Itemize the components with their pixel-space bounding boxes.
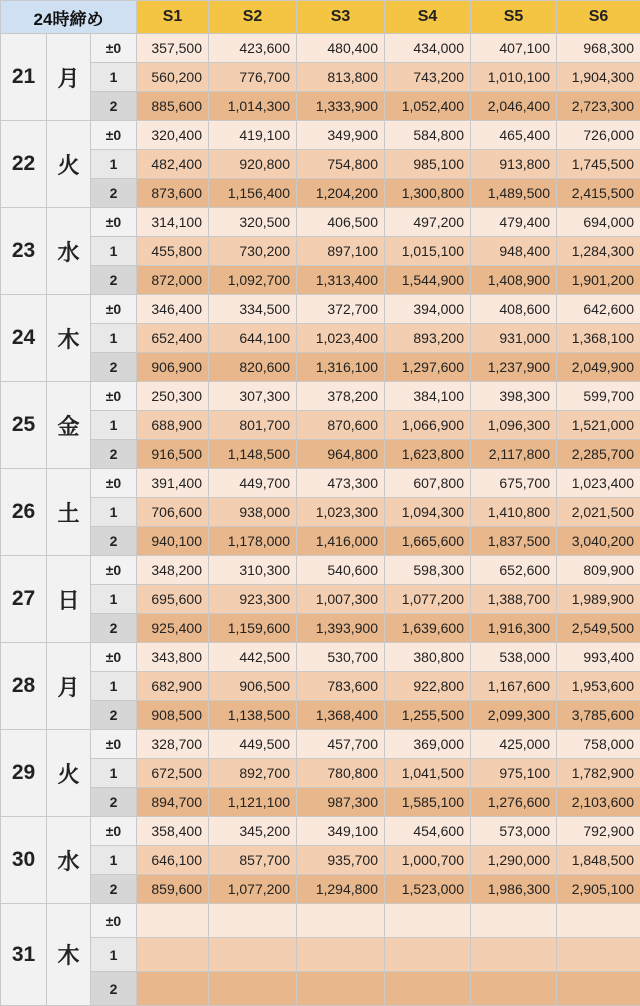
value-cell: 1,148,500 <box>209 440 297 469</box>
offset-label: ±0 <box>91 208 137 237</box>
value-cell: 1,294,800 <box>297 875 385 904</box>
table-row <box>1 295 640 324</box>
offset-label: 1 <box>91 237 137 266</box>
value-cell: 925,400 <box>137 614 209 643</box>
value-cell: 449,500 <box>209 730 297 759</box>
value-cell: 935,700 <box>297 846 385 875</box>
value-cell <box>137 938 209 972</box>
offset-label: ±0 <box>91 469 137 498</box>
value-cell: 652,400 <box>137 324 209 353</box>
offset-label: ±0 <box>91 121 137 150</box>
value-cell: 948,400 <box>471 237 557 266</box>
value-cell: 873,600 <box>137 179 209 208</box>
value-cell <box>385 972 471 1006</box>
value-cell: 3,785,600 <box>557 701 640 730</box>
table-row <box>1 237 640 266</box>
value-cell: 931,000 <box>471 324 557 353</box>
value-cell: 1,388,700 <box>471 585 557 614</box>
header-row <box>1 1 640 34</box>
value-cell: 987,300 <box>297 788 385 817</box>
table-row <box>1 817 640 846</box>
day-of-week: 水 <box>47 208 91 295</box>
value-cell: 1,368,100 <box>557 324 640 353</box>
offset-label: 1 <box>91 759 137 788</box>
value-cell: 1,077,200 <box>209 875 297 904</box>
value-cell: 1,284,300 <box>557 237 640 266</box>
value-cell: 1,156,400 <box>209 179 297 208</box>
value-cell: 1,052,400 <box>385 92 471 121</box>
value-cell: 922,800 <box>385 672 471 701</box>
value-cell: 2,046,400 <box>471 92 557 121</box>
table-row <box>1 411 640 440</box>
value-cell: 859,600 <box>137 875 209 904</box>
value-cell: 1,023,300 <box>297 498 385 527</box>
value-cell: 892,700 <box>209 759 297 788</box>
value-cell: 598,300 <box>385 556 471 585</box>
value-cell: 1,077,200 <box>385 585 471 614</box>
offset-label: 1 <box>91 150 137 179</box>
value-cell: 975,100 <box>471 759 557 788</box>
value-cell: 540,600 <box>297 556 385 585</box>
value-cell: 1,837,500 <box>471 527 557 556</box>
table-row <box>1 121 640 150</box>
value-cell: 1,066,900 <box>385 411 471 440</box>
value-cell: 434,000 <box>385 34 471 63</box>
value-cell <box>471 972 557 1006</box>
value-cell: 985,100 <box>385 150 471 179</box>
table-row <box>1 469 640 498</box>
offset-label: 2 <box>91 972 137 1006</box>
table-row <box>1 701 640 730</box>
value-cell: 1,276,600 <box>471 788 557 817</box>
offset-label: 1 <box>91 411 137 440</box>
value-cell: 897,100 <box>297 237 385 266</box>
value-cell: 423,600 <box>209 34 297 63</box>
value-cell <box>137 972 209 1006</box>
value-cell: 908,500 <box>137 701 209 730</box>
value-cell: 357,500 <box>137 34 209 63</box>
value-cell: 1,901,200 <box>557 266 640 295</box>
value-cell: 307,300 <box>209 382 297 411</box>
value-cell: 682,900 <box>137 672 209 701</box>
value-cell: 820,600 <box>209 353 297 382</box>
value-cell: 776,700 <box>209 63 297 92</box>
value-cell: 968,300 <box>557 34 640 63</box>
table-row <box>1 34 640 63</box>
day-date: 30 <box>1 817 47 904</box>
value-cell: 406,500 <box>297 208 385 237</box>
day-date: 29 <box>1 730 47 817</box>
value-cell: 1,023,400 <box>557 469 640 498</box>
value-cell: 348,200 <box>137 556 209 585</box>
value-cell <box>557 972 640 1006</box>
value-cell: 1,989,900 <box>557 585 640 614</box>
value-cell: 482,400 <box>137 150 209 179</box>
column-header: S5 <box>471 1 557 34</box>
table-row <box>1 759 640 788</box>
value-cell: 754,800 <box>297 150 385 179</box>
offset-label: 1 <box>91 585 137 614</box>
value-cell: 480,400 <box>297 34 385 63</box>
value-cell: 993,400 <box>557 643 640 672</box>
value-cell: 1,489,500 <box>471 179 557 208</box>
table-row <box>1 382 640 411</box>
value-cell: 407,100 <box>471 34 557 63</box>
value-cell: 1,092,700 <box>209 266 297 295</box>
table-row <box>1 556 640 585</box>
value-cell: 2,049,900 <box>557 353 640 382</box>
value-cell: 349,100 <box>297 817 385 846</box>
value-cell: 457,700 <box>297 730 385 759</box>
table-row <box>1 904 640 938</box>
value-cell: 1,014,300 <box>209 92 297 121</box>
value-cell: 652,600 <box>471 556 557 585</box>
offset-label: ±0 <box>91 295 137 324</box>
value-cell <box>471 904 557 938</box>
value-cell: 1,094,300 <box>385 498 471 527</box>
value-cell: 1,290,000 <box>471 846 557 875</box>
value-cell: 940,100 <box>137 527 209 556</box>
value-cell <box>209 972 297 1006</box>
value-cell: 1,410,800 <box>471 498 557 527</box>
offset-label: 2 <box>91 440 137 469</box>
value-cell: 497,200 <box>385 208 471 237</box>
offset-label: ±0 <box>91 34 137 63</box>
value-cell <box>557 904 640 938</box>
table-row <box>1 266 640 295</box>
column-header: S1 <box>137 1 209 34</box>
day-of-week: 月 <box>47 643 91 730</box>
offset-label: 2 <box>91 875 137 904</box>
offset-label: 2 <box>91 614 137 643</box>
column-header: S3 <box>297 1 385 34</box>
value-cell: 1,665,600 <box>385 527 471 556</box>
value-cell: 358,400 <box>137 817 209 846</box>
value-cell: 1,096,300 <box>471 411 557 440</box>
table-row <box>1 730 640 759</box>
value-cell: 780,800 <box>297 759 385 788</box>
value-cell <box>297 972 385 1006</box>
value-cell: 1,544,900 <box>385 266 471 295</box>
value-cell: 425,000 <box>471 730 557 759</box>
offset-label: 1 <box>91 846 137 875</box>
value-cell: 394,000 <box>385 295 471 324</box>
value-cell: 916,500 <box>137 440 209 469</box>
value-cell: 758,000 <box>557 730 640 759</box>
value-cell: 408,600 <box>471 295 557 324</box>
value-cell: 730,200 <box>209 237 297 266</box>
offset-label: 2 <box>91 353 137 382</box>
value-cell: 2,723,300 <box>557 92 640 121</box>
day-date: 24 <box>1 295 47 382</box>
value-cell: 1,393,900 <box>297 614 385 643</box>
table-row <box>1 63 640 92</box>
day-of-week: 日 <box>47 556 91 643</box>
value-cell: 1,848,500 <box>557 846 640 875</box>
value-cell: 920,800 <box>209 150 297 179</box>
table-row <box>1 788 640 817</box>
value-cell <box>471 938 557 972</box>
value-cell <box>137 904 209 938</box>
value-cell <box>385 904 471 938</box>
value-cell: 923,300 <box>209 585 297 614</box>
value-cell: 1,316,100 <box>297 353 385 382</box>
value-cell: 1,904,300 <box>557 63 640 92</box>
offset-label: 2 <box>91 92 137 121</box>
value-cell: 1,255,500 <box>385 701 471 730</box>
value-cell: 1,010,100 <box>471 63 557 92</box>
value-cell: 465,400 <box>471 121 557 150</box>
value-cell: 694,000 <box>557 208 640 237</box>
table-row <box>1 527 640 556</box>
value-cell: 2,549,500 <box>557 614 640 643</box>
value-cell: 1,408,900 <box>471 266 557 295</box>
day-date: 27 <box>1 556 47 643</box>
value-cell: 2,415,500 <box>557 179 640 208</box>
offset-label: 1 <box>91 324 137 353</box>
value-cell: 783,600 <box>297 672 385 701</box>
value-cell: 3,040,200 <box>557 527 640 556</box>
offset-label: ±0 <box>91 556 137 585</box>
value-cell: 2,285,700 <box>557 440 640 469</box>
value-cell: 473,300 <box>297 469 385 498</box>
value-cell: 1,178,000 <box>209 527 297 556</box>
day-of-week: 木 <box>47 904 91 1006</box>
value-cell: 675,700 <box>471 469 557 498</box>
value-cell: 870,600 <box>297 411 385 440</box>
offset-label: 2 <box>91 527 137 556</box>
value-cell: 250,300 <box>137 382 209 411</box>
cutoff-label: 24時締め <box>1 1 137 34</box>
value-cell: 642,600 <box>557 295 640 324</box>
day-of-week: 水 <box>47 817 91 904</box>
value-cell: 906,500 <box>209 672 297 701</box>
table-row <box>1 875 640 904</box>
value-cell: 2,905,100 <box>557 875 640 904</box>
value-cell: 1,639,600 <box>385 614 471 643</box>
value-cell: 2,117,800 <box>471 440 557 469</box>
value-cell: 964,800 <box>297 440 385 469</box>
value-cell <box>297 938 385 972</box>
value-cell: 688,900 <box>137 411 209 440</box>
value-cell: 530,700 <box>297 643 385 672</box>
offset-label: 1 <box>91 672 137 701</box>
value-cell: 1,159,600 <box>209 614 297 643</box>
value-cell <box>557 938 640 972</box>
value-cell: 706,600 <box>137 498 209 527</box>
value-cell: 872,000 <box>137 266 209 295</box>
day-date: 21 <box>1 34 47 121</box>
value-cell <box>297 904 385 938</box>
value-cell: 1,167,600 <box>471 672 557 701</box>
value-cell: 2,021,500 <box>557 498 640 527</box>
value-cell: 1,916,300 <box>471 614 557 643</box>
value-cell: 1,986,300 <box>471 875 557 904</box>
value-cell: 1,237,900 <box>471 353 557 382</box>
table-row <box>1 585 640 614</box>
table-row <box>1 643 640 672</box>
value-cell: 2,103,600 <box>557 788 640 817</box>
value-cell: 857,700 <box>209 846 297 875</box>
value-cell: 1,000,700 <box>385 846 471 875</box>
day-date: 25 <box>1 382 47 469</box>
value-cell: 343,800 <box>137 643 209 672</box>
value-cell: 334,500 <box>209 295 297 324</box>
value-cell: 345,200 <box>209 817 297 846</box>
day-date: 23 <box>1 208 47 295</box>
value-cell: 479,400 <box>471 208 557 237</box>
offset-label: ±0 <box>91 730 137 759</box>
offset-label: ±0 <box>91 382 137 411</box>
value-cell: 310,300 <box>209 556 297 585</box>
value-cell: 1,368,400 <box>297 701 385 730</box>
value-cell: 906,900 <box>137 353 209 382</box>
column-header: S2 <box>209 1 297 34</box>
table-row <box>1 846 640 875</box>
value-cell: 328,700 <box>137 730 209 759</box>
value-cell: 1,313,400 <box>297 266 385 295</box>
value-cell: 1,138,500 <box>209 701 297 730</box>
value-cell: 320,500 <box>209 208 297 237</box>
table-row <box>1 353 640 382</box>
value-cell: 1,623,800 <box>385 440 471 469</box>
value-cell: 1,015,100 <box>385 237 471 266</box>
value-cell: 1,521,000 <box>557 411 640 440</box>
offset-label: 1 <box>91 498 137 527</box>
day-of-week: 月 <box>47 34 91 121</box>
value-cell: 560,200 <box>137 63 209 92</box>
day-of-week: 火 <box>47 730 91 817</box>
value-cell: 1,121,100 <box>209 788 297 817</box>
table-body <box>1 34 640 1006</box>
day-date: 22 <box>1 121 47 208</box>
value-cell: 442,500 <box>209 643 297 672</box>
column-header: S6 <box>557 1 640 34</box>
value-cell: 1,585,100 <box>385 788 471 817</box>
value-cell: 455,800 <box>137 237 209 266</box>
table-row <box>1 938 640 972</box>
value-cell: 695,600 <box>137 585 209 614</box>
value-cell <box>209 938 297 972</box>
value-cell: 1,041,500 <box>385 759 471 788</box>
value-cell: 346,400 <box>137 295 209 324</box>
value-cell: 1,416,000 <box>297 527 385 556</box>
table-row <box>1 179 640 208</box>
table-row <box>1 614 640 643</box>
offset-label: 2 <box>91 788 137 817</box>
value-cell: 419,100 <box>209 121 297 150</box>
table-row <box>1 672 640 701</box>
value-cell: 726,000 <box>557 121 640 150</box>
value-cell: 1,023,400 <box>297 324 385 353</box>
day-date: 26 <box>1 469 47 556</box>
value-cell: 369,000 <box>385 730 471 759</box>
table-row <box>1 150 640 179</box>
value-cell: 398,300 <box>471 382 557 411</box>
value-cell: 792,900 <box>557 817 640 846</box>
value-cell: 938,000 <box>209 498 297 527</box>
day-of-week: 木 <box>47 295 91 382</box>
table-row <box>1 324 640 353</box>
value-cell: 1,300,800 <box>385 179 471 208</box>
value-cell: 607,800 <box>385 469 471 498</box>
value-cell: 1,297,600 <box>385 353 471 382</box>
value-cell: 672,500 <box>137 759 209 788</box>
value-cell: 1,782,900 <box>557 759 640 788</box>
value-cell: 314,100 <box>137 208 209 237</box>
value-cell: 538,000 <box>471 643 557 672</box>
value-cell: 1,333,900 <box>297 92 385 121</box>
table-row <box>1 498 640 527</box>
value-cell: 801,700 <box>209 411 297 440</box>
day-date: 31 <box>1 904 47 1006</box>
value-cell: 320,400 <box>137 121 209 150</box>
value-cell: 584,800 <box>385 121 471 150</box>
offset-label: 2 <box>91 701 137 730</box>
value-cell <box>385 938 471 972</box>
value-cell: 391,400 <box>137 469 209 498</box>
offset-label: ±0 <box>91 904 137 938</box>
offset-label: 1 <box>91 938 137 972</box>
value-cell: 644,100 <box>209 324 297 353</box>
offset-label: 1 <box>91 63 137 92</box>
day-of-week: 金 <box>47 382 91 469</box>
value-cell: 813,800 <box>297 63 385 92</box>
value-cell <box>209 904 297 938</box>
offset-label: ±0 <box>91 817 137 846</box>
value-cell: 454,600 <box>385 817 471 846</box>
value-cell: 1,204,200 <box>297 179 385 208</box>
value-cell: 1,523,000 <box>385 875 471 904</box>
value-cell: 894,700 <box>137 788 209 817</box>
value-cell: 885,600 <box>137 92 209 121</box>
table-row <box>1 972 640 1006</box>
value-cell: 349,900 <box>297 121 385 150</box>
value-cell: 378,200 <box>297 382 385 411</box>
column-header: S4 <box>385 1 471 34</box>
value-cell: 573,000 <box>471 817 557 846</box>
table-row <box>1 208 640 237</box>
value-cell: 599,700 <box>557 382 640 411</box>
value-cell: 893,200 <box>385 324 471 353</box>
table-row <box>1 92 640 121</box>
offset-label: ±0 <box>91 643 137 672</box>
value-cell: 2,099,300 <box>471 701 557 730</box>
value-cell: 372,700 <box>297 295 385 324</box>
day-date: 28 <box>1 643 47 730</box>
day-of-week: 火 <box>47 121 91 208</box>
value-cell: 743,200 <box>385 63 471 92</box>
value-cell: 384,100 <box>385 382 471 411</box>
value-cell: 646,100 <box>137 846 209 875</box>
table-row <box>1 440 640 469</box>
value-cell: 1,953,600 <box>557 672 640 701</box>
offset-label: 2 <box>91 179 137 208</box>
value-cell: 449,700 <box>209 469 297 498</box>
value-cell: 380,800 <box>385 643 471 672</box>
offset-label: 2 <box>91 266 137 295</box>
day-of-week: 土 <box>47 469 91 556</box>
value-cell: 1,745,500 <box>557 150 640 179</box>
value-cell: 809,900 <box>557 556 640 585</box>
value-cell: 913,800 <box>471 150 557 179</box>
value-cell: 1,007,300 <box>297 585 385 614</box>
